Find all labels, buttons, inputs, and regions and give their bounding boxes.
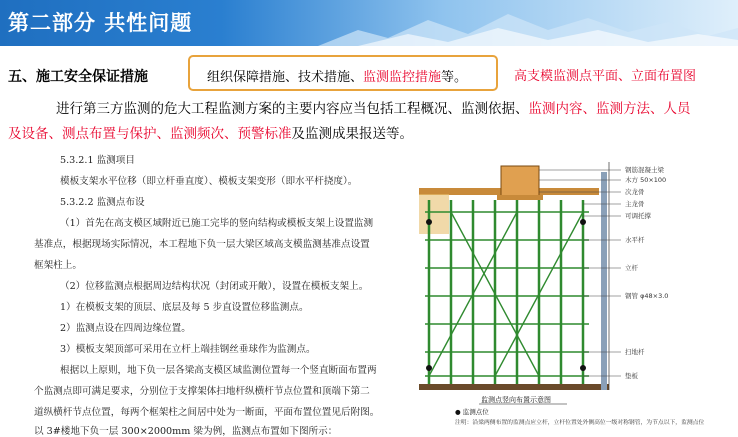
doc-line: 2）监测点设在四周边缘位置。: [60, 323, 191, 334]
formwork-drawing: [389, 152, 734, 427]
drawing-label: 扫地杆: [625, 348, 645, 356]
drawing-label: 主龙骨: [625, 200, 645, 208]
drawing-note: 注明：沿梁两侧布置的监测点应立杆，立杆位置处外侧高位一级对称钢管，为节点以下，监测点位: [455, 420, 705, 426]
header-band: [0, 0, 738, 46]
para-b: 监测内容、监测方法、人员: [528, 101, 691, 117]
doc-line: 5.3.2.2 监测点布设: [60, 197, 145, 208]
document-excerpt: [14, 148, 384, 437]
para-a: 进行第三方监测的危大工程监测方案的主要内容应当包括工程概况、监测依据、: [56, 101, 529, 117]
drawing-label: 可调托撑: [625, 212, 651, 220]
page-title: 第二部分 共性问题: [8, 11, 193, 35]
box-part2: 监测监控措施: [363, 70, 442, 85]
doc-line: 以 3#楼地下负一层 300×2000mm 梁为例，监测点布置如下图所示：: [34, 426, 338, 437]
drawing-heading: 高支模监测点平面、立面布置图: [514, 69, 697, 84]
doc-line: （1）首先在高支模区域附近已施工完毕的竖向结构或模板支架上设置监测: [60, 218, 374, 229]
intro-paragraph: [8, 97, 733, 147]
box-part1: 组织保障措施、技术措施、: [207, 70, 364, 85]
doc-line: 5.3.2.1 监测项目: [60, 155, 135, 166]
doc-line: 1）在模板支架的顶层、底层及每 5 步直设置位移监测点。: [60, 302, 309, 313]
drawing-label: 木方 50×100: [625, 176, 667, 184]
doc-line: 基准点，根据现场实际情况，本工程地下负一层大梁区域高支模监测基准点设置: [34, 239, 370, 250]
section-title: 五、施工安全保证措施: [8, 69, 148, 85]
drawing-label: 立杆: [625, 264, 638, 272]
scaffold-svg: [389, 152, 734, 427]
drawing-label: 钢管 φ48×3.0: [625, 292, 669, 300]
doc-line: 3）模板支架顶部可采用在立杆上端挂钢丝垂球作为监测点。: [60, 344, 316, 355]
highlight-text: [207, 66, 467, 85]
doc-line: （2）位移监测点根据周边结构状况（封闭或开敞），设置在模板支架上。: [60, 281, 369, 292]
para-d: 及监测成果报送等。: [291, 126, 413, 142]
doc-line: 根据以上原则，地下负一层各梁高支模区域监测位置每一个竖直断面布置两: [60, 365, 377, 376]
doc-line: 个监测点即可满足要求，分别位于支撑架体扫地杆纵横杆节点位置和顶端下第二: [34, 386, 370, 397]
para-c: 及设备、测点布置与保护、监测频次、预警标准: [8, 126, 292, 142]
doc-line: 模板支架水平位移（即立杆垂直度）、模板支架变形（即水平杆挠度）。: [60, 176, 358, 187]
drawing-label: 钢筋混凝土梁: [625, 166, 664, 174]
doc-line: 道纵横杆节点位置，每两个框架柱之间居中处为一断面，平面布置位置见后附图。: [34, 407, 380, 418]
drawing-label: 垫板: [625, 372, 638, 380]
doc-line: 框架柱上。: [34, 260, 82, 271]
drawing-caption: 监测点竖向布置示意图: [481, 396, 551, 404]
box-part3: 等。: [441, 70, 468, 85]
drawing-legend: ● 监测点位: [455, 408, 489, 416]
highlight-box: [188, 55, 498, 91]
drawing-label: 水平杆: [625, 236, 645, 244]
drawing-label: 次龙骨: [625, 188, 645, 196]
mountain-decoration: [318, 0, 738, 46]
